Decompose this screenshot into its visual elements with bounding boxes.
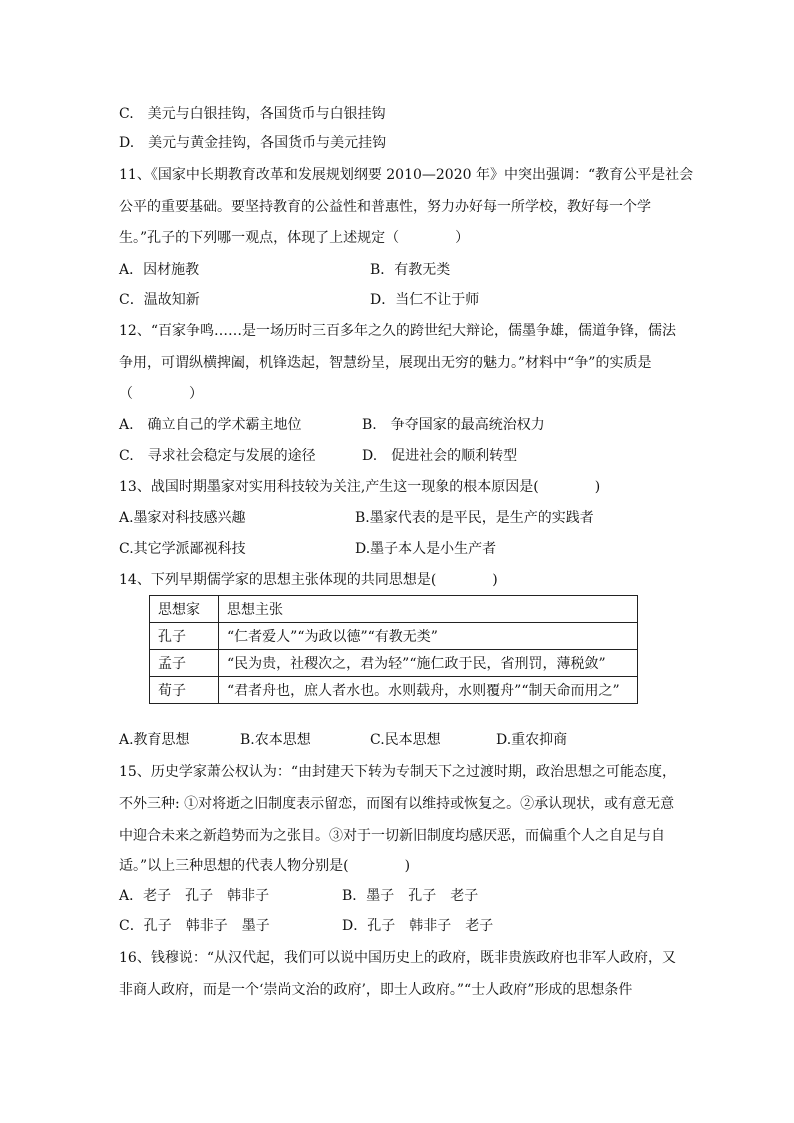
q14-stem: 14、下列早期儒学家的思想主张体现的共同思想是( ) (119, 572, 498, 588)
table-header-cell: 思想主张 (219, 596, 638, 623)
q11-stem-line-2: 公平的重要基础。要坚持教育的公益性和普惠性，努力办好每一所学校，教好每一个学 (119, 199, 651, 215)
q10-option-d: D. 美元与黄金挂钩，各国货币与美元挂钩 (119, 135, 387, 151)
q13-option-c: C.其它学派鄙视科技 (119, 541, 246, 557)
q13-option-a: A.墨家对科技感兴趣 (119, 510, 246, 526)
q13-option-d: D.墨子本人是小生产者 (355, 541, 497, 557)
table-cell-ideas: “民为贵，社稷次之，君为轻”“施仁政于民，省刑罚，薄税敛” (219, 650, 638, 677)
q10-option-c: C. 美元与白银挂钩，各国货币与白银挂钩 (119, 106, 386, 122)
q11-option-a: A．因材施教 (119, 262, 200, 278)
table-cell-ideas: “君者舟也，庶人者水也。水则载舟，水则覆舟”“制天命而用之” (219, 677, 638, 704)
q12-stem-line-3: （ ） (119, 386, 203, 402)
q14-option-b: B.农本思想 (240, 732, 311, 748)
q12-stem-line-2: 争用，可谓纵横捭阖，机锋迭起，智慧纷呈，展现出无穷的魅力。”材料中“争”的实质是 (119, 355, 652, 371)
q11-option-b: B．有教无类 (370, 262, 451, 278)
q15-option-d: D．孔子 韩非子 老子 (342, 918, 494, 934)
q12-stem-line-1: 12、“百家争鸣……是一场历时三百多年之久的跨世纪大辩论，儒墨争雄，儒道争锋，儒法 (119, 323, 676, 339)
table-cell-thinker: 荀子 (150, 677, 219, 704)
q11-stem-line-1: 11、《国家中长期教育改革和发展规划纲要 2010—2020 年》中突出强调：“教育公平是社会 (119, 167, 694, 183)
q16-stem-line-1: 16、钱穆说：“从汉代起，我们可以说中国历史上的政府，既非贵族政府也非军人政府，又 (119, 950, 676, 966)
table-header-row (150, 596, 638, 623)
q15-stem-line-3: 中迎合未来之新趋势而为之张目。③对于一切新旧制度均感厌恶，而偏重个人之自足与自 (119, 828, 665, 844)
table-cell-thinker: 孟子 (150, 650, 219, 677)
q15-option-a: A．老子 孔子 韩非子 (119, 888, 270, 904)
q12-option-c: C. 寻求社会稳定与发展的途径 (119, 448, 316, 464)
q14-option-a: A.教育思想 (119, 732, 190, 748)
q11-stem-line-3: 生。”孔子的下列哪一观点，体现了上述规定（ ） (119, 230, 470, 246)
table-cell-ideas: “仁者爱人”“为政以德”“有教无类” (219, 623, 638, 650)
q15-stem-line-2: 不外三种: ①对将逝之旧制度表示留恋，而图有以维持或恢复之。②承认现状，或有意无意 (119, 796, 675, 812)
q15-stem-line-1: 15、历史学家萧公权认为：“由封建天下转为专制天下之过渡时期，政治思想之可能态度， (119, 764, 676, 780)
q15-option-c: C．孔子 韩非子 墨子 (119, 918, 270, 934)
q12-option-a: A. 确立自己的学术霸主地位 (119, 417, 302, 433)
table-header-cell: 思想家 (150, 596, 219, 623)
q11-option-c: C．温故知新 (119, 292, 200, 308)
q15-stem-line-4: 适。”以上三种思想的代表人物分别是( ) (119, 858, 411, 874)
table-row (150, 677, 638, 704)
q13-stem: 13、战国时期墨家对实用科技较为关注,产生这一现象的根本原因是( ) (119, 479, 601, 495)
q12-option-d: D. 促进社会的顺利转型 (362, 448, 518, 464)
table-row (150, 623, 638, 650)
q12-option-b: B. 争夺国家的最高统治权力 (362, 417, 545, 433)
q15-option-b: B．墨子 孔子 老子 (342, 888, 479, 904)
thinker-table (149, 595, 638, 704)
q16-stem-line-2: 非商人政府，而是一个‘崇尚文治的政府’，即士人政府。”“士人政府”形成的思想条件 (119, 982, 633, 998)
q14-option-c: C.民本思想 (370, 732, 441, 748)
table-row (150, 650, 638, 677)
q13-option-b: B.墨家代表的是平民，是生产的实践者 (355, 510, 594, 526)
q14-option-d: D.重农抑商 (496, 732, 568, 748)
table-cell-thinker: 孔子 (150, 623, 219, 650)
q11-option-d: D．当仁不让于师 (370, 292, 480, 308)
